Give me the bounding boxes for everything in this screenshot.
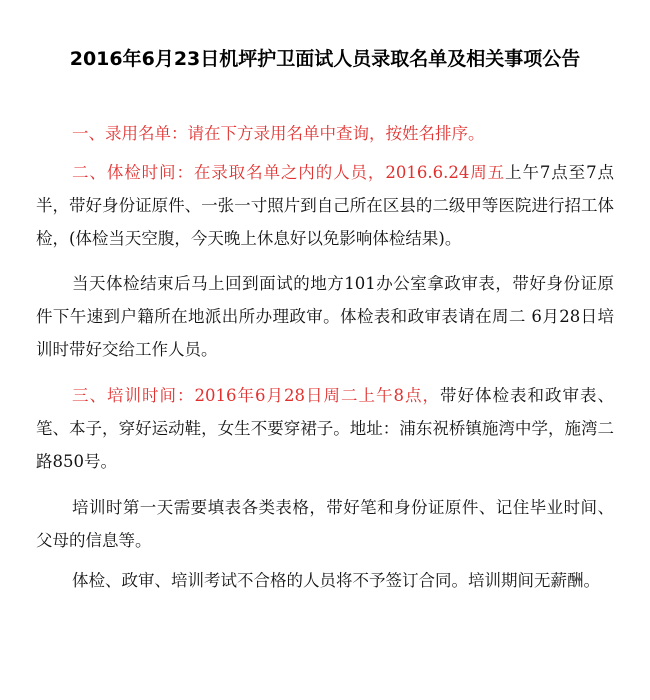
- paragraph-contract-note: [36, 564, 614, 597]
- section-heading-medical-exam: 二、体检时间：在录取名单之内的人员，2016.6.24周五: [72, 163, 506, 182]
- paragraph-text: 带好体检表和政审表、笔、本子，穿好运动鞋，女生不要穿裙子。地址：浦东祝桥镇施湾中学，施湾二路850号。: [36, 386, 615, 471]
- section-heading-training-time: 三、培训时间：2016年6月28日周二上午8点，: [72, 386, 440, 405]
- page-title: 2016年6月23日机坪护卫面试人员录取名单及相关事项公告: [69, 48, 581, 70]
- paragraph-text: 当天体检结束后马上回到面试的地方101办公室拿政审表，带好身份证原件下午速到户籍所在地派出所办理政审。体检表和政审表请在周二 6月28日培训时带好交给工作人员。: [36, 274, 614, 359]
- paragraph-training-forms: [36, 491, 614, 557]
- paragraph-text: 体检、政审、培训考试不合格的人员将不予签订合同。培训期间无薪酬。: [72, 571, 600, 590]
- paragraph-training-time: [36, 379, 614, 478]
- paragraph-hire-list: [36, 117, 614, 150]
- paragraph-text: 培训时第一天需要填表各类表格，带好笔和身份证原件、记住毕业时间、父母的信息等。: [36, 498, 614, 550]
- paragraph-text: 上午7点至7点半，带好身份证原件、一张一寸照片到自己所在区县的二级甲等医院进行招工体检，(体检当天空腹，今天晚上休息好以免影响体检结果)。: [36, 163, 614, 248]
- paragraph-medical-exam: [36, 156, 614, 255]
- section-heading-hire-list: 一、录用名单：请在下方录用名单中查询，按姓名排序。: [72, 124, 485, 143]
- paragraph-political-review: [36, 267, 614, 366]
